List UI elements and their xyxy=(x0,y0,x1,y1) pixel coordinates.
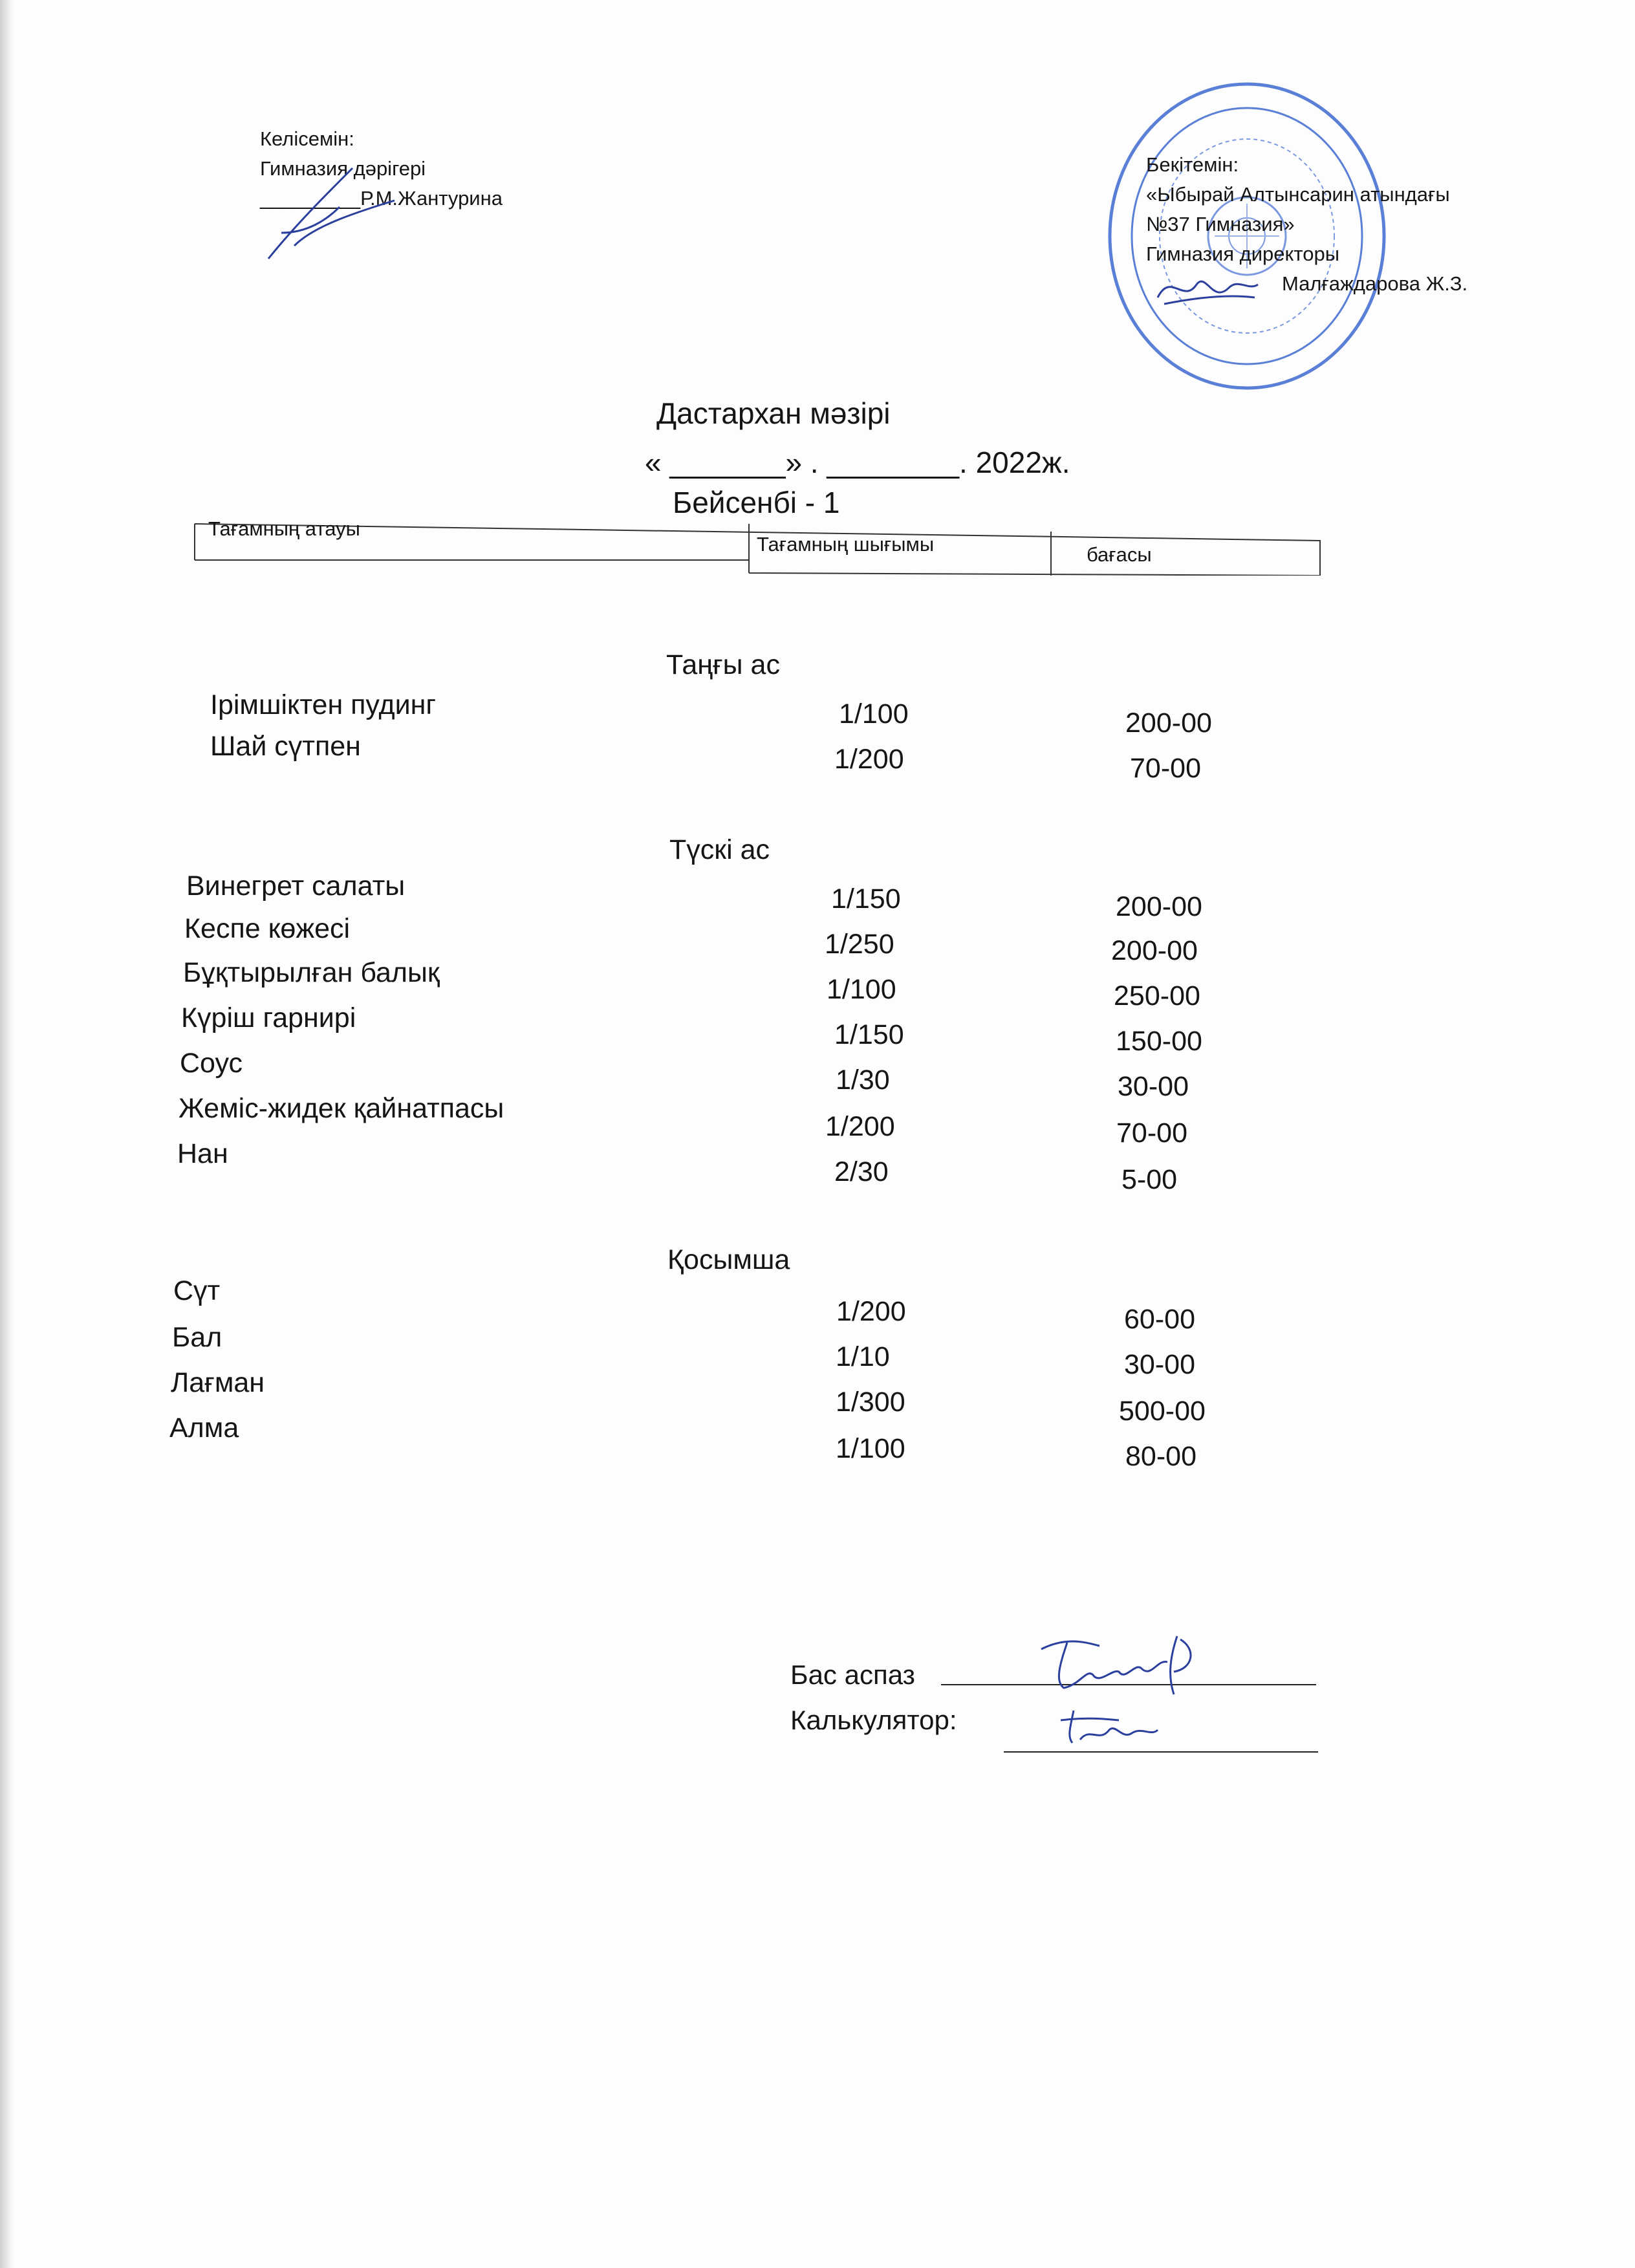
dish-yield: 1/200 xyxy=(836,1296,906,1327)
dish-price: 30-00 xyxy=(1118,1071,1189,1102)
dish-price: 250-00 xyxy=(1114,980,1200,1011)
calculator-signature-label: Калькулятор: xyxy=(790,1705,957,1735)
dish-price: 500-00 xyxy=(1119,1396,1206,1427)
chef-signature xyxy=(1028,1623,1209,1714)
approval-right-school-number: №37 Гимназия» xyxy=(1146,213,1295,235)
dish-name: Күріш гарнирі xyxy=(181,1002,356,1033)
dish-name: Сүт xyxy=(173,1275,221,1306)
dish-price: 30-00 xyxy=(1124,1349,1195,1380)
dish-yield: 1/100 xyxy=(836,1433,905,1464)
dish-yield: 1/30 xyxy=(836,1064,890,1096)
dish-yield: 1/200 xyxy=(834,744,904,775)
approval-right-school: «Ыбырай Алтынсарин атындағы xyxy=(1146,183,1450,206)
dish-name: Жеміс-жидек қайнатпасы xyxy=(179,1093,504,1124)
dish-price: 200-00 xyxy=(1116,891,1202,922)
dish-yield: 2/30 xyxy=(834,1156,889,1187)
scan-edge-shadow xyxy=(0,0,14,2268)
approval-left-title: Келісемін: xyxy=(260,127,354,150)
dish-name: Нан xyxy=(177,1138,228,1169)
dish-yield: 1/250 xyxy=(825,929,894,960)
chef-signature-label: Бас аспаз xyxy=(790,1659,915,1690)
dish-price: 5-00 xyxy=(1121,1164,1178,1195)
dish-yield: 1/10 xyxy=(836,1341,890,1372)
dish-name: Алма xyxy=(169,1412,239,1443)
dish-price: 70-00 xyxy=(1130,753,1201,784)
dish-name: Лағман xyxy=(171,1367,265,1398)
column-header-yield: Тағамның шығымы xyxy=(757,533,935,556)
dish-name: Ірімшіктен пудинг xyxy=(210,689,437,720)
menu-day: Бейсенбі - 1 xyxy=(673,486,840,519)
doctor-signature xyxy=(255,155,404,265)
approval-left-name: _________Р.М.Жантурина xyxy=(260,187,503,210)
menu-title: Дастархан мәзірі xyxy=(656,396,891,430)
dish-price: 60-00 xyxy=(1124,1304,1195,1335)
approval-right-role: Гимназия директоры xyxy=(1146,243,1340,265)
dish-price: 200-00 xyxy=(1125,707,1212,739)
dish-name: Кеспе көжесі xyxy=(184,913,351,944)
column-header-price: бағасы xyxy=(1087,543,1152,566)
dish-price: 200-00 xyxy=(1111,935,1198,966)
dish-name: Винегрет салаты xyxy=(186,870,406,902)
dish-name: Бал xyxy=(172,1322,222,1353)
dish-price: 70-00 xyxy=(1116,1118,1187,1149)
section-heading: Таңғы ас xyxy=(666,649,780,680)
dish-name: Соус xyxy=(180,1048,243,1079)
approval-left-role: Гимназия дәрігері xyxy=(260,157,426,180)
column-header-name: Тағамның атауы xyxy=(208,517,360,540)
dish-yield: 1/100 xyxy=(839,698,909,729)
approval-right-name: Малғаждарова Ж.З. xyxy=(1282,272,1468,295)
calculator-signature xyxy=(1054,1701,1164,1753)
dish-price: 150-00 xyxy=(1116,1026,1202,1057)
section-heading: Түскі ас xyxy=(669,834,770,865)
dish-yield: 1/200 xyxy=(825,1111,895,1142)
section-heading: Қосымша xyxy=(667,1244,790,1275)
dish-name: Шай сүтпен xyxy=(210,731,361,762)
dish-yield: 1/150 xyxy=(831,883,901,914)
director-signature xyxy=(1151,259,1261,317)
dish-yield: 1/100 xyxy=(827,974,896,1005)
dish-yield: 1/300 xyxy=(836,1387,905,1418)
menu-date: « _______» . ________. 2022ж. xyxy=(645,446,1070,479)
dish-name: Бұқтырылған балық xyxy=(183,957,440,988)
dish-yield: 1/150 xyxy=(834,1019,904,1050)
approval-right-title: Бекітемін: xyxy=(1146,153,1239,176)
dish-price: 80-00 xyxy=(1125,1441,1196,1472)
